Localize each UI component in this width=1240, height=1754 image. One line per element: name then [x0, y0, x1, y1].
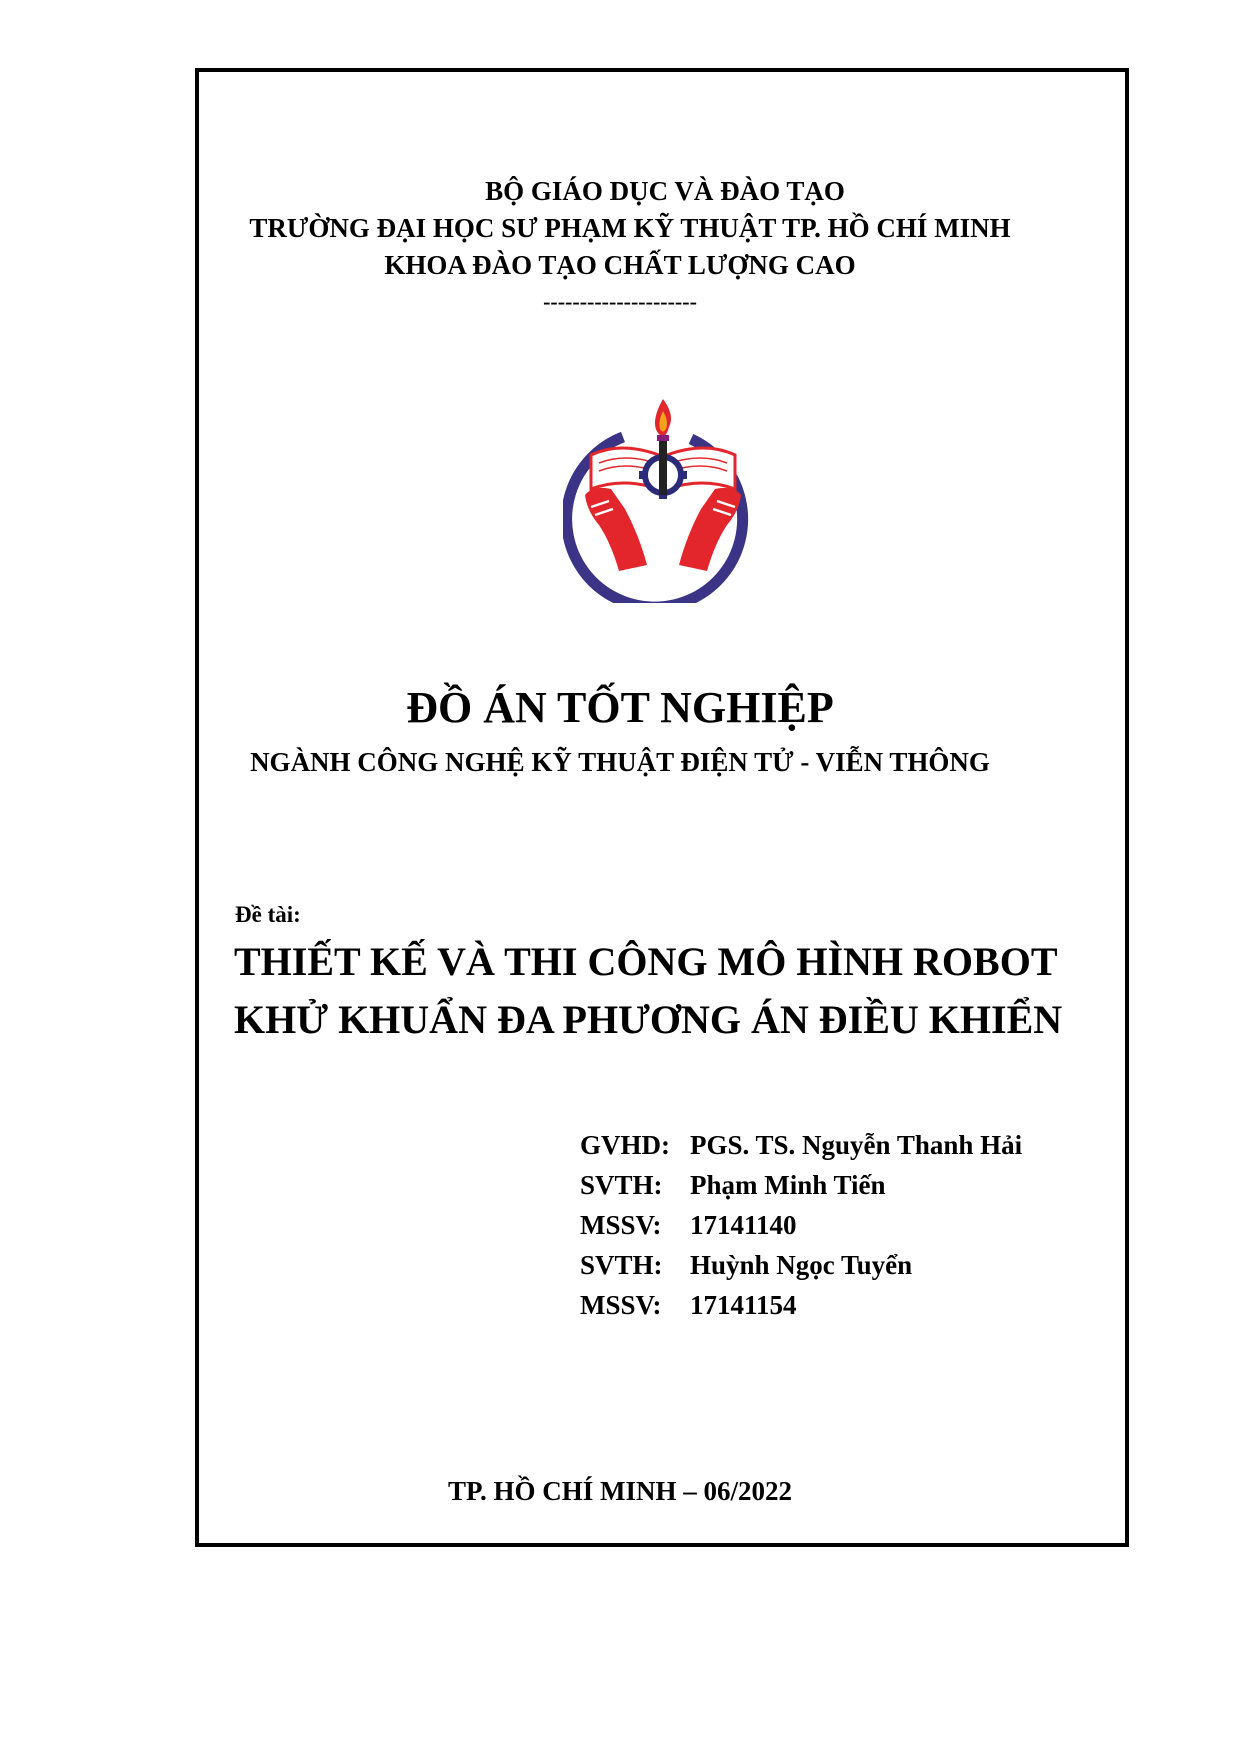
info-value: 17141154 — [690, 1290, 797, 1320]
document-type: ĐỒ ÁN TỐT NGHIỆP — [406, 683, 834, 732]
info-label: MSSV: — [580, 1290, 662, 1320]
topic-title-line-1: THIẾT KẾ VÀ THI CÔNG MÔ HÌNH ROBOT — [234, 939, 1058, 984]
info-value: Huỳnh Ngọc Tuyển — [690, 1250, 913, 1280]
info-label: SVTH: — [580, 1170, 663, 1200]
info-value: PGS. TS. Nguyễn Thanh Hải — [690, 1130, 1023, 1160]
info-label: GVHD: — [580, 1130, 670, 1160]
topic-title-line-2: KHỬ KHUẨN ĐA PHƯƠNG ÁN ĐIỀU KHIỂN — [234, 997, 1063, 1042]
place-date: TP. HỒ CHÍ MINH – 06/2022 — [447, 1476, 793, 1506]
logo-torch — [659, 437, 667, 495]
university-logo-icon — [563, 397, 763, 603]
logo-left-hand — [585, 488, 647, 571]
major-name: NGÀNH CÔNG NGHỆ KỸ THUẬT ĐIỆN TỬ - VIỄN THÔNG — [250, 747, 990, 777]
topic-label: Đề tài: — [235, 902, 301, 927]
faculty-name: KHOA ĐÀO TẠO CHẤT LƯỢNG CAO — [384, 250, 856, 280]
ministry-name: BỘ GIÁO DỤC VÀ ĐÀO TẠO — [485, 176, 845, 206]
header-separator: --------------------- — [543, 289, 697, 314]
info-value: Phạm Minh Tiến — [690, 1170, 886, 1200]
university-name: TRƯỜNG ĐẠI HỌC SƯ PHẠM KỸ THUẬT TP. HỒ CHÍ MINH — [249, 213, 1011, 243]
info-label: MSSV: — [580, 1210, 662, 1240]
info-value: 17141140 — [690, 1210, 797, 1240]
info-label: SVTH: — [580, 1250, 663, 1280]
